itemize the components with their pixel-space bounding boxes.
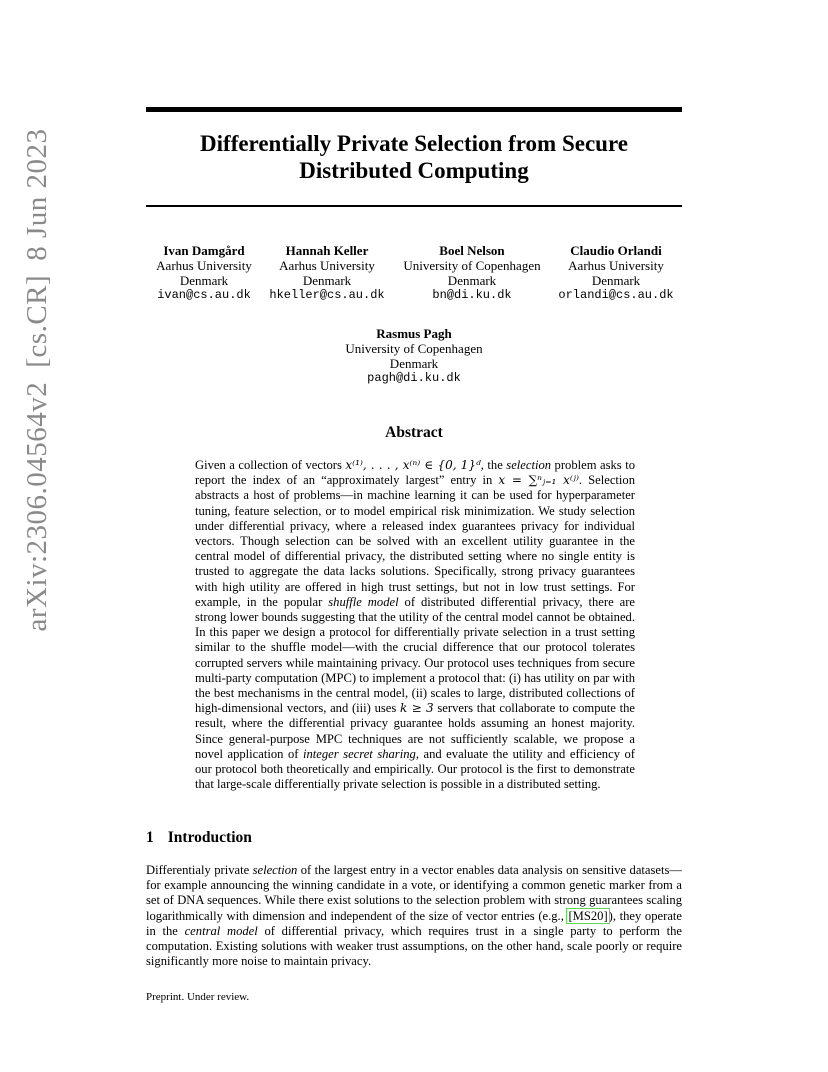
vectors-math: x⁽¹⁾, . . . , x⁽ⁿ⁾ ∈ {0, 1}ᵈ xyxy=(345,458,481,472)
emphasis-shuffle-model: shuffle model xyxy=(328,594,399,609)
author-email[interactable]: pagh@di.ku.dk xyxy=(367,371,461,385)
abstract-heading: Abstract xyxy=(385,424,443,441)
abstract-text: , the xyxy=(480,458,507,472)
author-country: Denmark xyxy=(179,273,229,288)
emphasis-central-model: central model xyxy=(184,923,258,938)
author-affiliation: Aarhus University xyxy=(568,258,664,273)
intro-text: of differential privacy, which requires trust in a single party to perform the computation. Existing solutions with weaker trust assumptions, on the other hand, scale poorly or require significantly more noise to maintain privacy. xyxy=(146,923,682,969)
author-affiliation: Aarhus University xyxy=(279,258,375,273)
citation-link[interactable]: [MS20] xyxy=(568,908,608,923)
emphasis-selection: selection xyxy=(506,458,552,472)
introduction-paragraph xyxy=(146,863,682,969)
abstract-text: servers that collaborate to compute the result, where the differential privacy guarantee holds assuming an honest majority. Since general-purpose MPC techniques are not sufficiently scalable, we propose a novel application of xyxy=(195,701,635,761)
author-1 xyxy=(156,243,252,303)
arxiv-sidebar-stamp xyxy=(17,0,57,760)
emphasis-selection: selection xyxy=(252,863,298,877)
abstract-text: , and evaluate the utility and efficiency of our protocol both theoretically and empirically. Our protocol is the first to demonstrate that large-scale differentially private selection is possible in a distributed setting. xyxy=(195,746,635,792)
author-country: Denmark xyxy=(389,356,439,371)
author-affiliation: University of Copenhagen xyxy=(403,258,541,273)
title-line-1: Differentially Private Selection from Secure xyxy=(200,131,628,156)
intro-text: ), they operate in the xyxy=(146,908,682,938)
section-number: 1 xyxy=(146,829,154,846)
author-email[interactable]: orlandi@cs.au.dk xyxy=(558,288,674,302)
author-name: Hannah Keller xyxy=(285,243,369,258)
author-email[interactable]: hkeller@cs.au.dk xyxy=(269,288,385,302)
author-name: Ivan Damgård xyxy=(163,243,245,258)
author-name: Rasmus Pagh xyxy=(376,326,452,341)
arxiv-id[interactable]: arXiv:2306.04564v2 xyxy=(20,381,53,632)
arxiv-category: [cs.CR] xyxy=(20,274,53,368)
abstract-text: of distributed differential privacy, there are strong lower bounds suggesting that the utility of the central model cannot be obtained. In this paper we design a protocol for differentially private selection in a trust setting similar to the shuffle model—with the crucial difference that our protocol tolerates corrupted servers while maintaining privacy. Our protocol uses techniques from secure multi-party computation (MPC) to implement a protocol that: (i) has utility on par with the best mechanisms in the central model, (ii) scales to large, distributed collections of high-dimensional vectors, and (iii) uses xyxy=(195,594,635,716)
author-country: Denmark xyxy=(302,273,352,288)
section-title: Introduction xyxy=(167,829,252,846)
intro-text: Differentialy private xyxy=(146,863,253,877)
author-4 xyxy=(558,243,673,303)
arxiv-date: 8 Jun 2023 xyxy=(20,128,53,261)
title-rule-bottom xyxy=(146,205,682,207)
author-email[interactable]: bn@di.ku.dk xyxy=(432,288,512,302)
abstract-text: Given a collection of vectors xyxy=(195,458,346,472)
author-block xyxy=(146,243,682,385)
sum-math: x = ∑ⁿⱼ₌₁ x⁽ʲ⁾ xyxy=(498,473,579,488)
intro-text: of the largest entry in a vector enables data analysis on sensitive datasets—for example announcing the winning candidate in a vote, or identifying a common genetic marker from a set of DNA sequences. While there exist solutions to the selection problem with strong guarantees scaling logarithmically with dimension and independent of the size of vector entries (e.g., xyxy=(146,863,683,923)
author-2 xyxy=(269,243,384,303)
title-rule-top xyxy=(146,107,682,112)
author-name: Boel Nelson xyxy=(439,243,505,258)
author-3 xyxy=(403,243,540,303)
section-heading-introduction xyxy=(146,829,252,847)
abstract-text: problem asks to report the index of an “approximately largest” entry in xyxy=(195,458,636,488)
abstract-text: . Selection abstracts a host of problems—in machine learning it can be used for hyperparameter tuning, feature selection, or to model empirical risk minimization. We study selection under differential privacy, where a released index guarantees privacy for individual vectors. Though selection can be solved with an excellent utility guarantee in the central model of differential privacy, the distributed setting where no single entity is trusted to aggregate the data lacks solutions. Specifically, strong privacy guarantees with high utility are offered in high trust settings, but not in low trust settings. For example, in the popular xyxy=(195,473,635,609)
author-country: Denmark xyxy=(447,273,497,288)
k-math: k ≥ 3 xyxy=(399,701,434,716)
author-email[interactable]: ivan@cs.au.dk xyxy=(157,288,251,302)
footer-note: Preprint. Under review. xyxy=(146,991,250,1003)
author-name: Claudio Orlandi xyxy=(570,243,662,258)
author-5 xyxy=(345,326,482,386)
title-line-2: Distributed Computing xyxy=(299,158,529,183)
author-country: Denmark xyxy=(591,273,641,288)
author-affiliation: Aarhus University xyxy=(156,258,252,273)
abstract-body xyxy=(195,458,635,792)
emphasis-integer-secret-sharing: integer secret sharing xyxy=(303,746,416,761)
paper-title xyxy=(146,130,682,184)
author-affiliation: University of Copenhagen xyxy=(345,341,483,356)
